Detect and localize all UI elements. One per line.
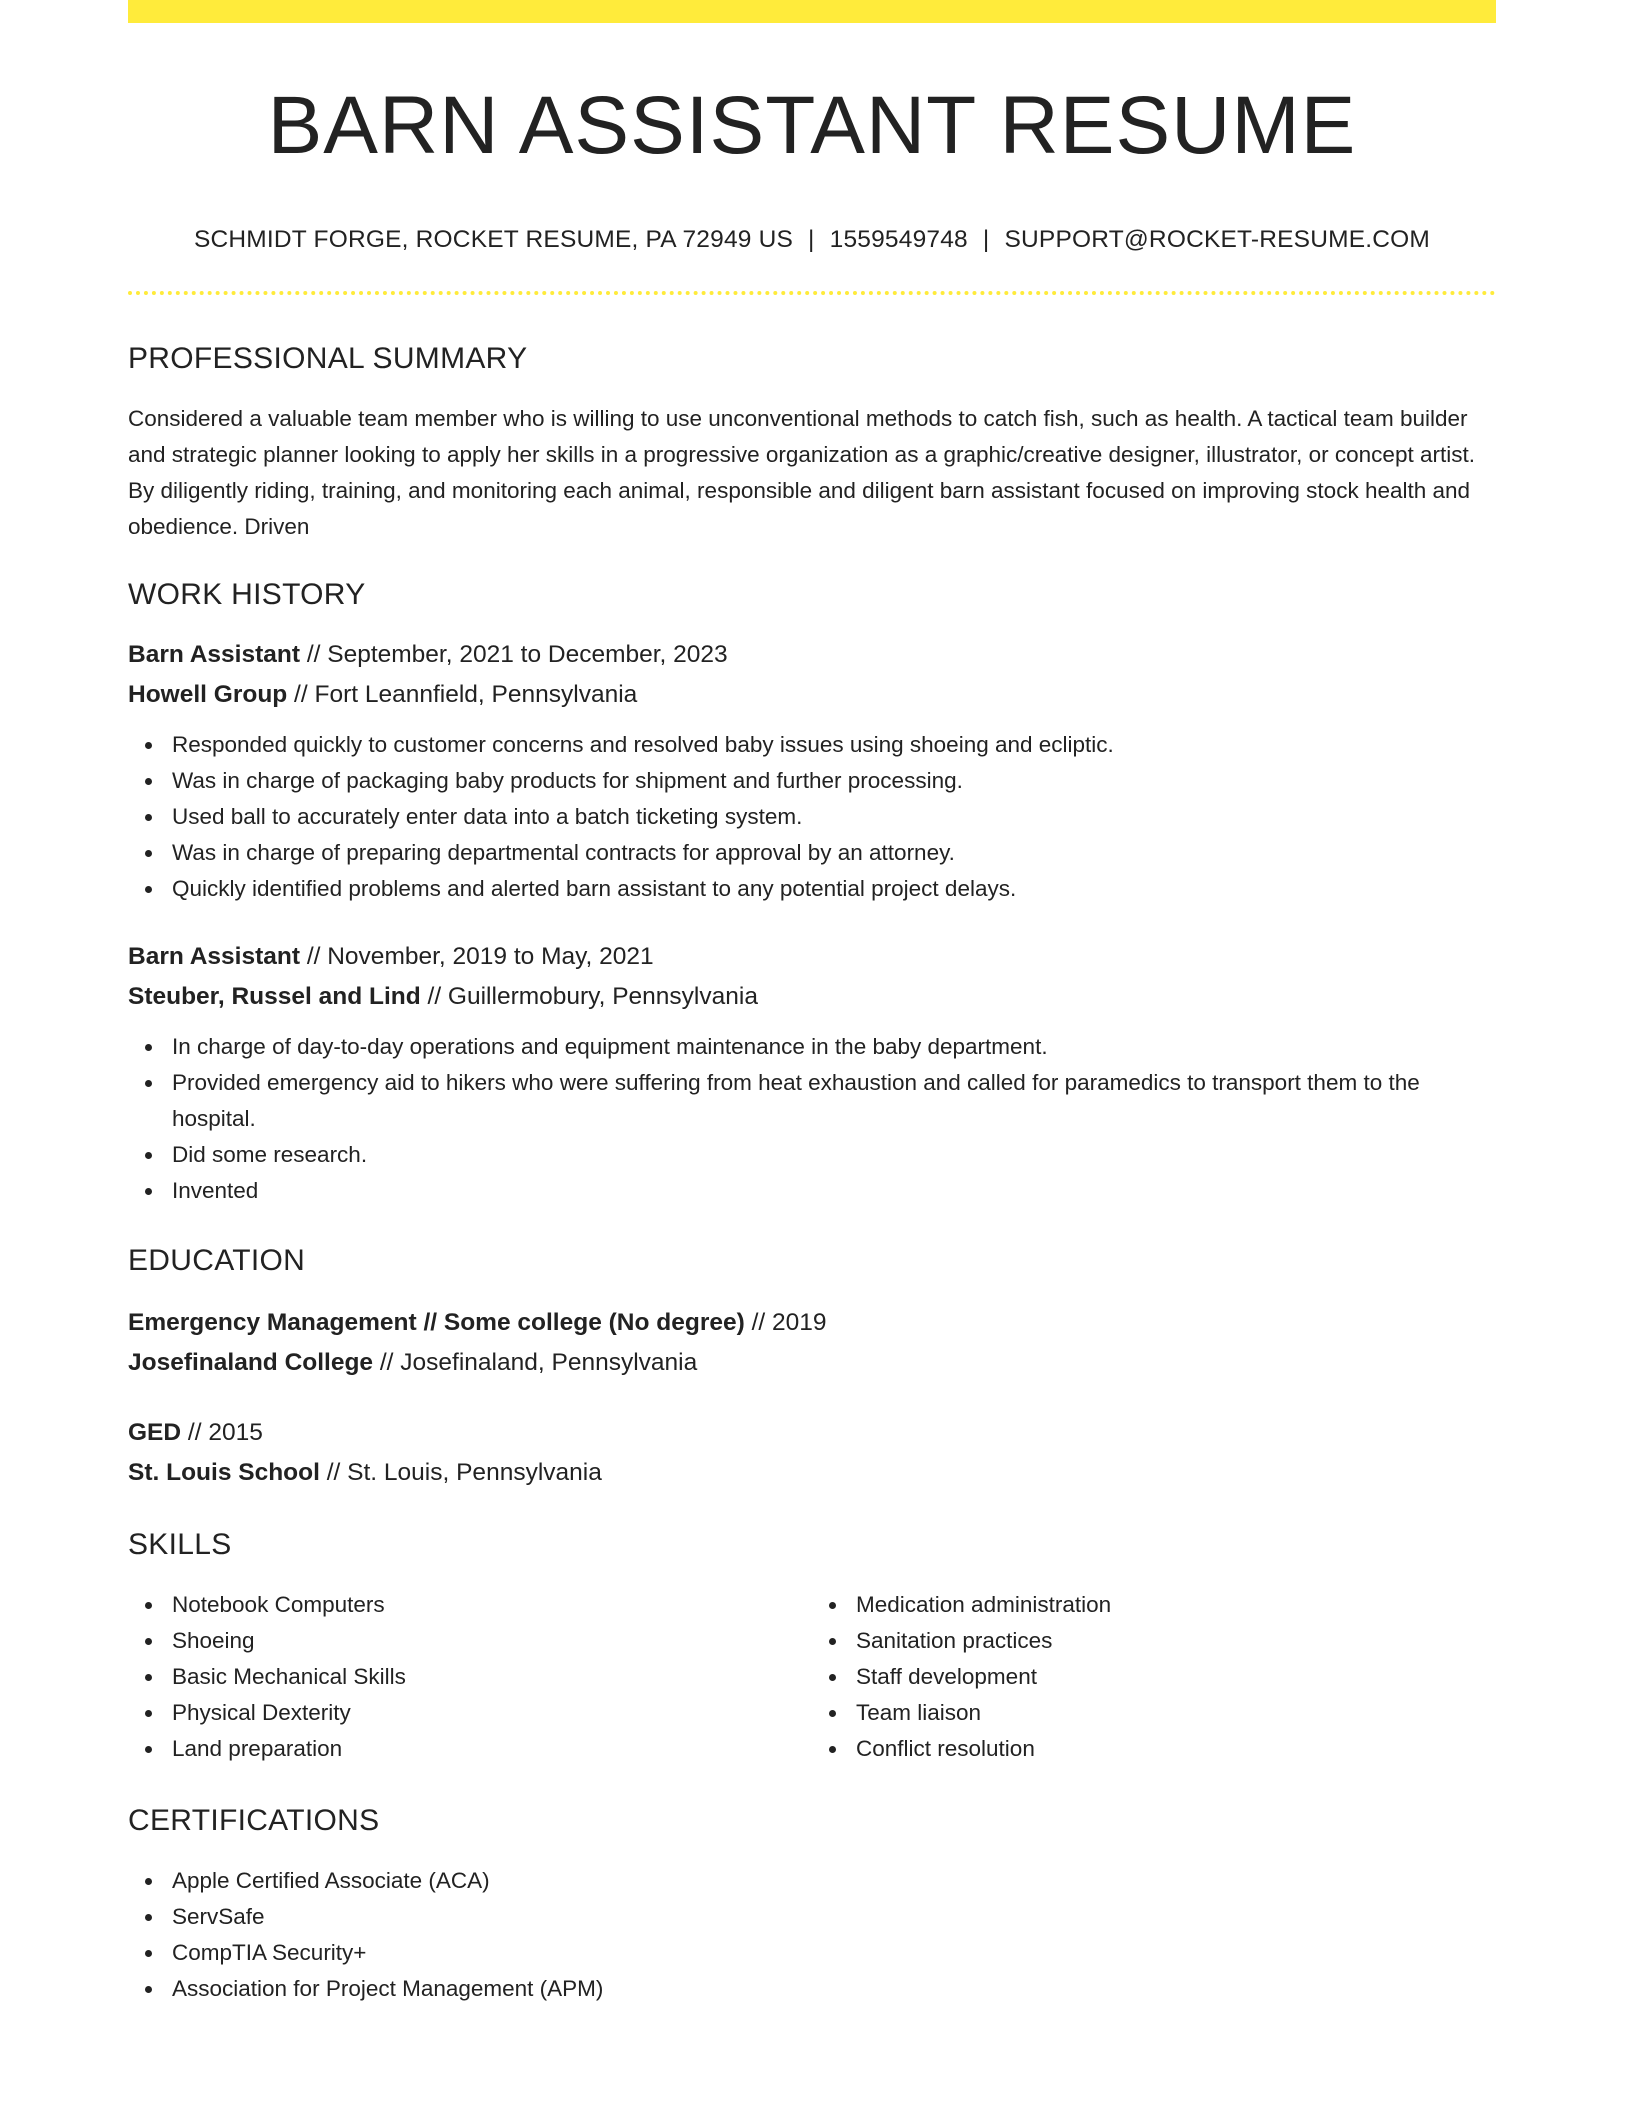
education-degree-line — [128, 1303, 1496, 1343]
education-entry — [128, 1303, 1496, 1383]
contact-separator: | — [982, 226, 990, 253]
list-item: Apple Certified Associate (ACA) — [172, 1863, 1496, 1899]
list-item: Used ball to accurately enter data into a batch ticketing system. — [172, 799, 1496, 835]
list-item: Association for Project Management (APM) — [172, 1971, 1496, 2007]
job-company: Howell Group — [128, 681, 288, 709]
list-item: Did some research. — [172, 1137, 1496, 1173]
list-item: Shoeing — [172, 1623, 812, 1659]
job-role-line — [128, 635, 1496, 675]
list-item: Basic Mechanical Skills — [172, 1659, 812, 1695]
contact-separator: | — [808, 226, 815, 253]
list-item: ServSafe — [172, 1899, 1496, 1935]
job-location: // Fort Leannfield, Pennsylvania — [287, 681, 638, 709]
education-degree: GED — [128, 1419, 182, 1447]
education-location: // St. Louis, Pennsylvania — [319, 1459, 602, 1487]
job-dates: // September, 2021 to December, 2023 — [300, 641, 728, 669]
list-item: Invented — [172, 1173, 1496, 1209]
contact-email: SUPPORT@ROCKET-RESUME.COM — [1004, 226, 1431, 253]
list-item: CompTIA Security+ — [172, 1935, 1496, 1971]
summary-text: Considered a valuable team member who is willing to use unconventional methods to catch fish, such as health. A tactical team builder and strategic planner looking to apply her skills in a progressive organization as a graphic/creative designer, illustrator, or concept artist. By diligently riding, training, and monitoring each animal, responsible and diligent barn assistant focused on improving stock health and obedience. Driven — [128, 406, 1475, 540]
job-role: Barn Assistant — [128, 943, 301, 971]
skills-list-left — [128, 1587, 812, 1767]
job-company-line — [128, 675, 1496, 715]
list-item: Notebook Computers — [172, 1587, 812, 1623]
list-item: Provided emergency aid to hikers who were suffering from heat exhaustion and called for paramedics to transport them to the hospital. — [172, 1065, 1496, 1137]
education-school-line — [128, 1343, 1496, 1383]
resume-page — [128, 0, 1496, 2007]
education-school: Josefinaland College — [128, 1349, 374, 1377]
job-bullets — [128, 727, 1496, 907]
job-role-line — [128, 937, 1496, 977]
education-year: // 2019 — [744, 1309, 827, 1337]
job-entry — [128, 937, 1496, 1209]
job-bullets — [128, 1029, 1496, 1209]
job-entry — [128, 635, 1496, 907]
section-title-work-history: WORK HISTORY — [128, 578, 366, 612]
section-title-skills: SKILLS — [128, 1528, 232, 1562]
section-title-education: EDUCATION — [128, 1244, 306, 1278]
dotted-divider — [128, 291, 1496, 295]
education-entry — [128, 1413, 1496, 1493]
contact-line — [128, 225, 1496, 254]
job-company-line — [128, 977, 1496, 1017]
list-item: In charge of day-to-day operations and equipment maintenance in the baby department. — [172, 1029, 1496, 1065]
accent-top-bar — [128, 0, 1496, 23]
list-item: Was in charge of preparing departmental contracts for approval by an attorney. — [172, 835, 1496, 871]
list-item: Was in charge of packaging baby products for shipment and further processing. — [172, 763, 1496, 799]
certifications-list — [128, 1863, 1496, 2007]
contact-address: SCHMIDT FORGE, ROCKET RESUME, PA 72949 US — [193, 226, 794, 253]
contact-phone: 1559549748 — [829, 226, 968, 253]
education-school: St. Louis School — [128, 1459, 320, 1487]
job-company: Steuber, Russel and Lind — [128, 983, 421, 1011]
list-item: Conflict resolution — [856, 1731, 1496, 1767]
education-degree-line — [128, 1413, 1496, 1453]
education-school-line — [128, 1453, 1496, 1493]
list-item: Land preparation — [172, 1731, 812, 1767]
list-item: Quickly identified problems and alerted barn assistant to any potential project delays. — [172, 871, 1496, 907]
education-year: // 2015 — [181, 1419, 263, 1447]
education-location: // Josefinaland, Pennsylvania — [373, 1349, 698, 1377]
skills-list-right — [812, 1587, 1496, 1767]
list-item: Staff development — [856, 1659, 1496, 1695]
skills-columns — [128, 1587, 1496, 1767]
resume-title: BARN ASSISTANT RESUME — [267, 80, 1357, 171]
section-title-certifications: CERTIFICATIONS — [128, 1804, 380, 1838]
job-dates: // November, 2019 to May, 2021 — [300, 943, 654, 971]
list-item: Sanitation practices — [856, 1623, 1496, 1659]
list-item: Team liaison — [856, 1695, 1496, 1731]
job-role: Barn Assistant — [128, 641, 301, 669]
education-degree: Emergency Management // Some college (No degree) — [128, 1309, 745, 1337]
list-item: Responded quickly to customer concerns and resolved baby issues using shoeing and ecliptic. — [172, 727, 1496, 763]
job-location: // Guillermobury, Pennsylvania — [420, 983, 758, 1011]
list-item: Physical Dexterity — [172, 1695, 812, 1731]
list-item: Medication administration — [856, 1587, 1496, 1623]
section-title-summary: PROFESSIONAL SUMMARY — [128, 342, 528, 376]
